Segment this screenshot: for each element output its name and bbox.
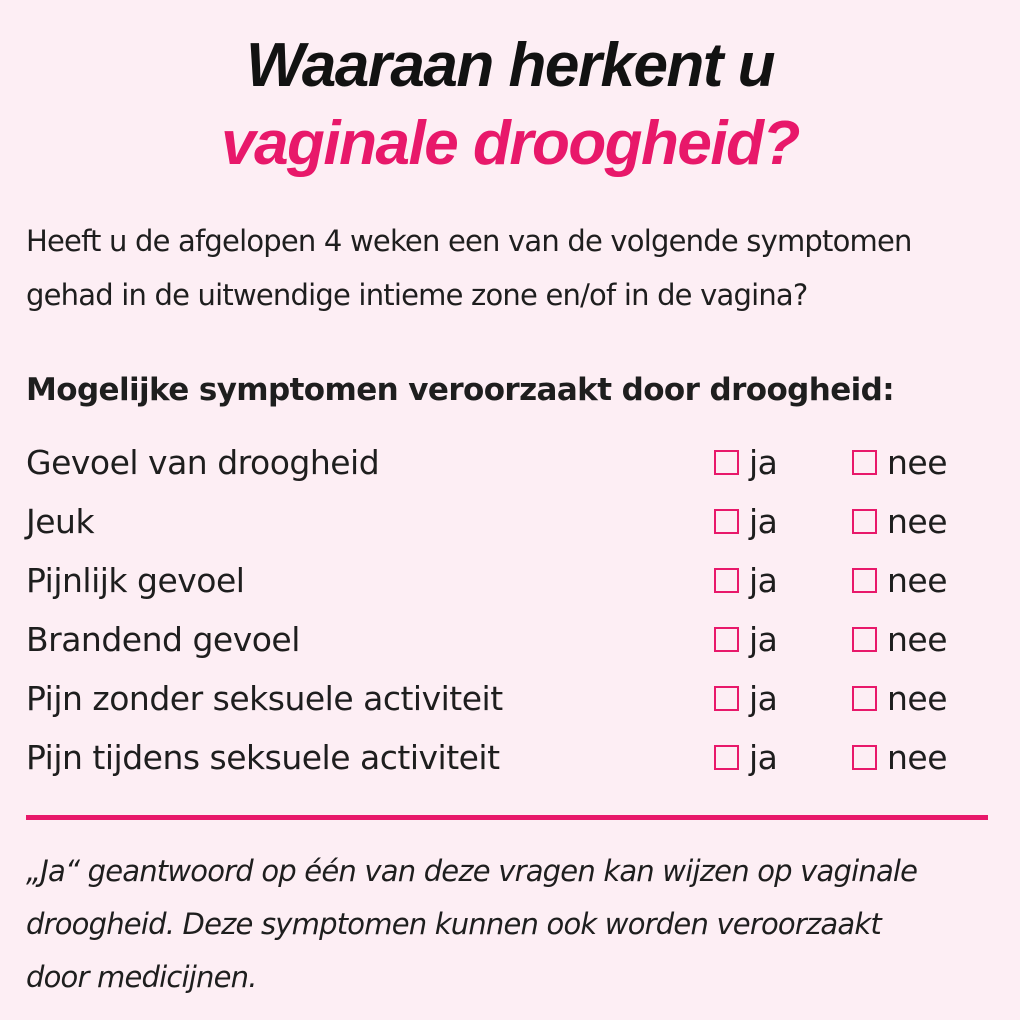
symptom-row-pain-during-activity — [26, 728, 996, 787]
no-checkbox[interactable] — [852, 686, 877, 711]
page-title-line-2: vaginale droogheid? — [221, 109, 799, 178]
yes-checkbox[interactable] — [714, 627, 739, 652]
intro-line-1: Heeft u de afgelopen 4 weken een van de volgende symptomen — [26, 224, 912, 258]
no-checkbox[interactable] — [852, 627, 877, 652]
yes-label: ja — [749, 679, 778, 718]
footnote-line-1: „Ja“ geantwoord op één van deze vragen kan wijzen op vaginale — [26, 854, 918, 888]
no-option[interactable] — [852, 669, 947, 728]
symptom-label: Gevoel van droogheid — [26, 443, 380, 482]
yes-label: ja — [749, 738, 778, 777]
no-label: nee — [887, 443, 948, 482]
no-label: nee — [887, 502, 948, 541]
yes-label: ja — [749, 561, 778, 600]
symptom-label: Pijn zonder seksuele activiteit — [26, 679, 503, 718]
symptom-label: Pijn tijdens seksuele activiteit — [26, 738, 500, 777]
yes-option[interactable] — [714, 728, 777, 787]
no-option[interactable] — [852, 610, 947, 669]
no-label: nee — [887, 679, 948, 718]
symptom-label: Jeuk — [26, 502, 95, 541]
symptom-row-painful — [26, 551, 996, 610]
yes-option[interactable] — [714, 669, 777, 728]
symptom-row-burning — [26, 610, 996, 669]
no-option[interactable] — [852, 492, 947, 551]
no-label: nee — [887, 620, 948, 659]
no-checkbox[interactable] — [852, 745, 877, 770]
yes-label: ja — [749, 502, 778, 541]
no-option[interactable] — [852, 728, 947, 787]
symptom-row-pain-without-activity — [26, 669, 996, 728]
symptom-row-itch — [26, 492, 996, 551]
symptom-label: Pijnlijk gevoel — [26, 561, 245, 600]
yes-option[interactable] — [714, 610, 777, 669]
no-option[interactable] — [852, 433, 947, 492]
page-title-line-1: Waaraan herkent u — [245, 31, 775, 100]
no-checkbox[interactable] — [852, 568, 877, 593]
yes-label: ja — [749, 620, 778, 659]
symptom-label: Brandend gevoel — [26, 620, 300, 659]
symptom-row-dryness — [26, 433, 996, 492]
yes-label: ja — [749, 443, 778, 482]
no-checkbox[interactable] — [852, 509, 877, 534]
section-divider — [26, 815, 988, 820]
yes-checkbox[interactable] — [714, 450, 739, 475]
yes-checkbox[interactable] — [714, 568, 739, 593]
no-checkbox[interactable] — [852, 450, 877, 475]
intro-line-2: gehad in de uitwendige intieme zone en/of in de vagina? — [26, 278, 808, 312]
yes-option[interactable] — [714, 492, 777, 551]
no-label: nee — [887, 738, 948, 777]
footnote — [26, 845, 1006, 1004]
no-option[interactable] — [852, 551, 947, 610]
symptoms-heading: Mogelijke symptomen veroorzaakt door droogheid: — [26, 372, 895, 408]
footnote-line-2: droogheid. Deze symptomen kunnen ook worden veroorzaakt — [26, 907, 881, 941]
yes-checkbox[interactable] — [714, 509, 739, 534]
no-label: nee — [887, 561, 948, 600]
footnote-line-3: door medicijnen. — [26, 960, 257, 994]
yes-option[interactable] — [714, 551, 777, 610]
yes-checkbox[interactable] — [714, 745, 739, 770]
yes-option[interactable] — [714, 433, 777, 492]
symptom-list — [26, 433, 996, 787]
yes-checkbox[interactable] — [714, 686, 739, 711]
intro-question — [26, 214, 1006, 322]
